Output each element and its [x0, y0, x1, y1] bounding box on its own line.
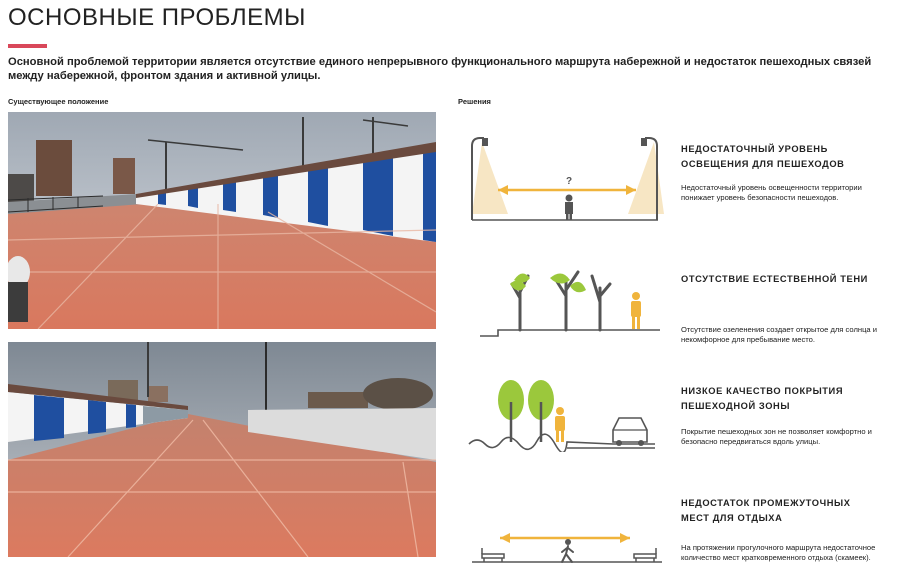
problem-desc-shade: Отсутствие озеленения создает открытое для солнца и некомфорное для пребывание место.: [681, 325, 878, 344]
problem-desc-pavement: Покрытие пешеходных зон не позволяет комфортно и безопасно передвигаться вдоль улицы.: [681, 427, 872, 446]
streetlight-icon: [468, 136, 668, 229]
embankment-photo-1: [8, 112, 436, 329]
problem-title-shade: ОТСУТСТВИЕ ЕСТЕСТВЕННОЙ ТЕНИ: [681, 274, 868, 284]
existing-label: Существующее положение: [8, 97, 109, 106]
trees-icon: [478, 262, 660, 343]
page-title: ОСНОВНЫЕ ПРОБЛЕМЫ: [8, 4, 306, 31]
bench-icon: [468, 528, 664, 573]
pavement-icon: [467, 378, 655, 457]
title-accent-bar: [8, 44, 47, 48]
problem-title-pavement: НИЗКОЕ КАЧЕСТВО ПОКРЫТИЯ ПЕШЕХОДНОЙ ЗОНЫ: [681, 386, 844, 411]
intro-text: Основной проблемой территории является отсутствие единого непрерывного функционального маршрута набережной и недостаток пешеходных связей между набережной, фронтом здания и активной улицы.: [8, 56, 872, 82]
problem-title-benches: НЕДОСТАТОК ПРОМЕЖУТОЧНЫХ МЕСТ ДЛЯ ОТДЫХА: [681, 498, 851, 523]
problem-desc-benches: На протяжении прогулочного маршрута недостаточное количество мест кратковременного отдыха (скамеек).: [681, 543, 876, 562]
problem-title-lighting: НЕДОСТАТОЧНЫЙ УРОВЕНЬ ОСВЕЩЕНИЯ ДЛЯ ПЕШЕХОДОВ: [681, 144, 845, 169]
problem-desc-lighting: Недостаточный уровень освещенности территории понижает уровень безопасности пешеходов.: [681, 183, 862, 202]
question-mark: ?: [565, 176, 573, 187]
solutions-label: Решения: [458, 97, 491, 106]
embankment-photo-2: [8, 342, 436, 557]
